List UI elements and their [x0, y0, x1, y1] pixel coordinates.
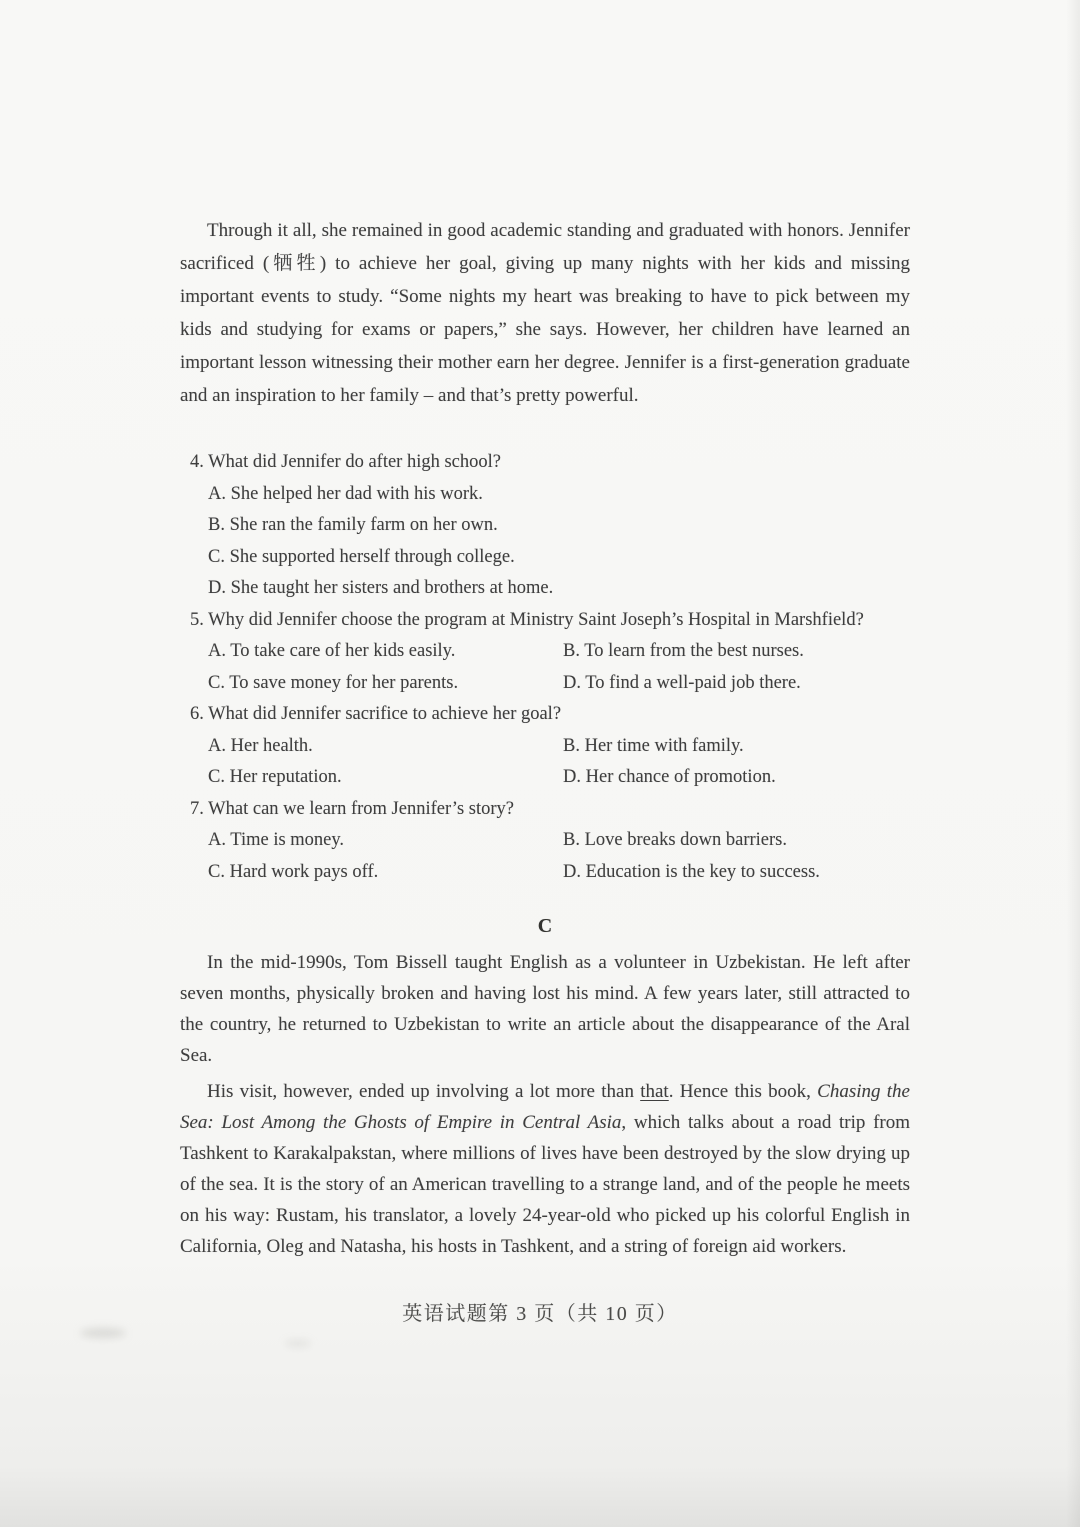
- option-text: Her chance of promotion.: [585, 767, 776, 787]
- option-label: C.: [208, 546, 225, 567]
- option-item: [208, 573, 910, 605]
- option-item: [208, 762, 563, 794]
- question-7-options: [208, 825, 910, 888]
- option-label: A.: [208, 641, 226, 661]
- scan-smudge: [80, 1328, 126, 1338]
- section-c-paragraph-1: In the mid-1990s, Tom Bissell taught English as a volunteer in Uzbekistan. He left after seven months, physically broken and having lost his mind. A few years later, still attracted to the country, he returned to Uzbekistan to write an article about the disappearance of the Aral Sea.: [180, 952, 910, 1066]
- option-text: She supported herself through college.: [229, 546, 515, 567]
- question-5-text: Why did Jennifer choose the program at Ministry Saint Joseph’s Hospital in Marshfield?: [208, 609, 864, 630]
- question-4-options: [208, 479, 910, 605]
- option-label: B.: [208, 515, 225, 535]
- question-4: [180, 447, 910, 605]
- question-6-line: [190, 699, 910, 731]
- question-6-options: [208, 731, 910, 794]
- option-item: [563, 825, 910, 857]
- question-7-number: 7.: [190, 798, 204, 819]
- section-c-heading: C: [537, 915, 553, 937]
- question-4-number: 4.: [190, 452, 204, 472]
- option-item: [208, 479, 910, 511]
- option-label: A.: [208, 735, 226, 756]
- section-c-paragraph-2: [180, 1076, 910, 1262]
- paragraph-text: . Hence this book,: [668, 1081, 818, 1102]
- option-item: [563, 857, 910, 889]
- option-item: [563, 668, 910, 700]
- option-item: [208, 825, 563, 857]
- option-label: C.: [208, 861, 225, 882]
- option-item: [563, 762, 910, 794]
- option-text: She helped her dad with his work.: [230, 483, 483, 504]
- option-item: [208, 857, 563, 889]
- option-text: To find a well-paid job there.: [585, 672, 801, 693]
- option-label: D.: [563, 767, 581, 787]
- question-5-number: 5.: [190, 609, 204, 630]
- question-5-line: [190, 605, 910, 637]
- option-text: Her health.: [230, 735, 313, 756]
- option-item: [208, 510, 910, 542]
- question-5-options: [208, 636, 910, 699]
- question-4-text: What did Jennifer do after high school?: [208, 452, 501, 472]
- option-text: To learn from the best nurses.: [584, 641, 804, 661]
- option-text: Hard work pays off.: [229, 861, 379, 882]
- option-item: [563, 731, 910, 763]
- underlined-word: that: [640, 1081, 669, 1102]
- paragraph-text: , which talks about a road trip from Tashkent to Karakalpakstan, where millions of lives have been destroyed by the slow drying up of the sea. It is the story of an American travelling to a strange land, and of the people he meets on his way: Rustam, his translator, a lovely 24-year-old who picked up his colorful English in California, Oleg and Natasha, his hosts in Tashkent, and a string of foreign aid workers.: [180, 1112, 910, 1257]
- jennifer-passage-paragraph: Through it all, she remained in good academic standing and graduated with honors. Jennifer sacrificed (牺牲) to achieve her goal, giving up many nights with her kids and missing important events to study. “Some nights my heart was breaking to have to pick between my kids and studying for exams or papers,” she says. However, her children have learned an important lesson witnessing their mother earn her degree. Jennifer is a first-generation graduate and an inspiration to her family – and that’s pretty powerful.: [180, 220, 910, 406]
- question-4-line: [190, 447, 910, 479]
- option-label: A.: [208, 483, 226, 504]
- question-7-line: [190, 794, 910, 826]
- book-title: Chasing the Sea: Lost Among the Ghosts of Empire in Central Asia: [180, 1081, 910, 1133]
- option-text: Her reputation.: [229, 767, 342, 787]
- option-label: B.: [563, 641, 580, 661]
- option-text: To take care of her kids easily.: [230, 641, 456, 661]
- option-text: Education is the key to success.: [585, 861, 820, 882]
- paragraph-text: His visit, however, ended up involving a lot more than: [207, 1081, 641, 1102]
- question-6-text: What did Jennifer sacrifice to achieve her goal?: [208, 704, 562, 724]
- page-content: [180, 214, 910, 1262]
- option-label: B.: [563, 735, 580, 756]
- question-6-number: 6.: [190, 704, 204, 724]
- option-label: D.: [563, 861, 581, 882]
- option-item: [208, 731, 563, 763]
- option-item: [208, 542, 910, 574]
- scan-smudge: [285, 1340, 311, 1347]
- option-text: Love breaks down barriers.: [584, 830, 787, 850]
- option-text: Her time with family.: [584, 735, 744, 756]
- option-item: [563, 636, 910, 668]
- questions-section: [180, 447, 910, 888]
- option-label: C.: [208, 672, 225, 693]
- option-text: She ran the family farm on her own.: [229, 515, 498, 535]
- option-label: D.: [208, 578, 226, 598]
- option-label: A.: [208, 830, 226, 850]
- question-5: [180, 605, 910, 700]
- option-text: Time is money.: [230, 830, 345, 850]
- option-item: [208, 636, 563, 668]
- question-7: [180, 794, 910, 889]
- option-label: C.: [208, 767, 225, 787]
- question-7-text: What can we learn from Jennifer’s story?: [208, 798, 514, 819]
- page-footer: 英语试题第 3 页（共 10 页）: [402, 1303, 678, 1325]
- option-item: [208, 668, 563, 700]
- option-text: To save money for her parents.: [229, 672, 459, 693]
- option-label: D.: [563, 672, 581, 693]
- question-6: [180, 699, 910, 794]
- option-text: She taught her sisters and brothers at home.: [230, 578, 554, 598]
- option-label: B.: [563, 830, 580, 850]
